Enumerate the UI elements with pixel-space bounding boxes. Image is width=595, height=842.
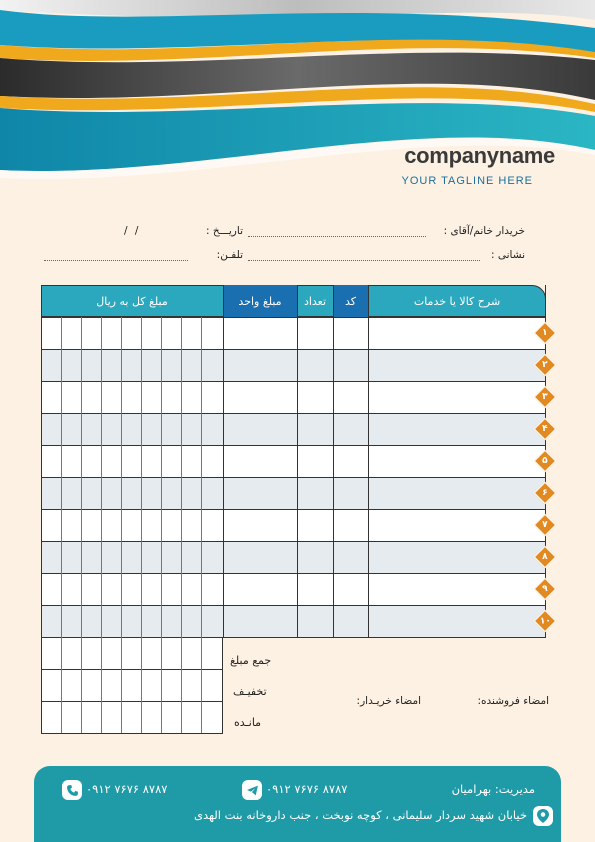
row-divider — [41, 381, 546, 382]
digit-divider — [121, 317, 122, 733]
column-divider — [41, 285, 42, 637]
row-divider — [41, 541, 546, 542]
row-number-text: ۲ — [542, 360, 548, 370]
summary-row[interactable] — [41, 637, 223, 669]
summary-divider — [41, 701, 223, 702]
table-row[interactable] — [41, 477, 546, 509]
row-number-text: ۳ — [542, 392, 548, 402]
row-number-text: ۱۰ — [539, 616, 551, 626]
table-row[interactable] — [41, 413, 546, 445]
row-number-text: ۸ — [542, 552, 548, 562]
summary-border — [222, 637, 223, 733]
row-number-text: ۹ — [542, 584, 548, 594]
column-divider — [333, 285, 334, 637]
row-number-text: ۵ — [542, 456, 548, 466]
column-divider — [297, 285, 298, 637]
phone-line[interactable] — [44, 260, 188, 261]
column-divider — [368, 285, 369, 637]
buyer-line[interactable] — [248, 236, 426, 237]
summary-remaining-label: مانـده — [234, 716, 262, 729]
summary-row[interactable] — [41, 701, 223, 733]
table-row[interactable] — [41, 317, 546, 349]
code-header: کد — [345, 294, 357, 308]
digit-divider — [101, 317, 102, 733]
digit-divider — [181, 317, 182, 733]
table-row[interactable] — [41, 573, 546, 605]
digit-divider — [61, 317, 62, 733]
footer-phone-2[interactable]: ۰۹۱۲ ۷۶۷۶ ۸۷۸۷ — [266, 782, 348, 796]
seller-signature-label: امضاء فروشنده: — [477, 695, 549, 707]
row-number-text: ۱ — [542, 328, 548, 338]
column-divider — [223, 285, 224, 637]
row-divider — [41, 317, 546, 318]
row-divider — [41, 509, 546, 510]
summary-divider — [41, 669, 223, 670]
buyer-label: خریدار خانم/آقای : — [443, 225, 525, 237]
unit-price-header: مبلغ واحد — [238, 294, 282, 308]
telegram-icon — [242, 780, 262, 800]
row-divider — [41, 477, 546, 478]
summary-border — [41, 637, 42, 733]
table-row[interactable] — [41, 349, 546, 381]
company-name: companyname — [404, 143, 555, 168]
summary-row[interactable] — [41, 669, 223, 701]
total-header: مبلغ کل به ریال — [96, 294, 168, 308]
row-divider — [41, 573, 546, 574]
table-row[interactable] — [41, 509, 546, 541]
row-divider — [41, 605, 546, 606]
digit-divider — [161, 317, 162, 733]
buyer-signature-label: امضاء خریـدار: — [356, 695, 421, 707]
row-divider — [41, 349, 546, 350]
date-separators: / / — [124, 225, 141, 237]
table-row[interactable] — [41, 605, 546, 637]
summary-divider — [41, 733, 223, 734]
row-divider — [41, 445, 546, 446]
date-label: تاریـــخ : — [206, 225, 243, 237]
digit-divider — [141, 317, 142, 733]
digit-divider — [201, 317, 202, 733]
summary-discount-label: تخفیـف — [233, 685, 267, 698]
footer-manager: مدیریت: بهرامیان — [451, 782, 535, 796]
row-divider — [41, 413, 546, 414]
digit-divider — [81, 317, 82, 733]
table-row[interactable] — [41, 445, 546, 477]
table-row[interactable] — [41, 381, 546, 413]
footer-phone-1[interactable]: ۰۹۱۲ ۷۶۷۶ ۸۷۸۷ — [86, 782, 168, 796]
row-divider — [41, 637, 546, 638]
table-row[interactable] — [41, 541, 546, 573]
footer-address: خیابان شهید سردار سلیمانی ، کوچه نوبخت ، جنب داروخانه بنت الهدی — [193, 808, 527, 822]
phone-label: تلفـن: — [216, 249, 243, 261]
phone-icon — [62, 780, 82, 800]
company-tagline: YOUR TAGLINE HERE — [401, 175, 533, 187]
footer-bar — [34, 766, 561, 842]
quantity-header: تعداد — [303, 294, 327, 308]
location-pin-icon — [533, 806, 553, 826]
description-header: شرح کالا یا خدمات — [413, 294, 501, 308]
summary-total-label: جمع مبلغ — [230, 654, 272, 667]
address-line[interactable] — [248, 260, 480, 261]
address-label: نشانی : — [490, 249, 525, 261]
row-number-text: ۴ — [542, 424, 548, 434]
row-number-text: ۷ — [542, 520, 548, 530]
row-number-text: ۶ — [542, 488, 548, 498]
